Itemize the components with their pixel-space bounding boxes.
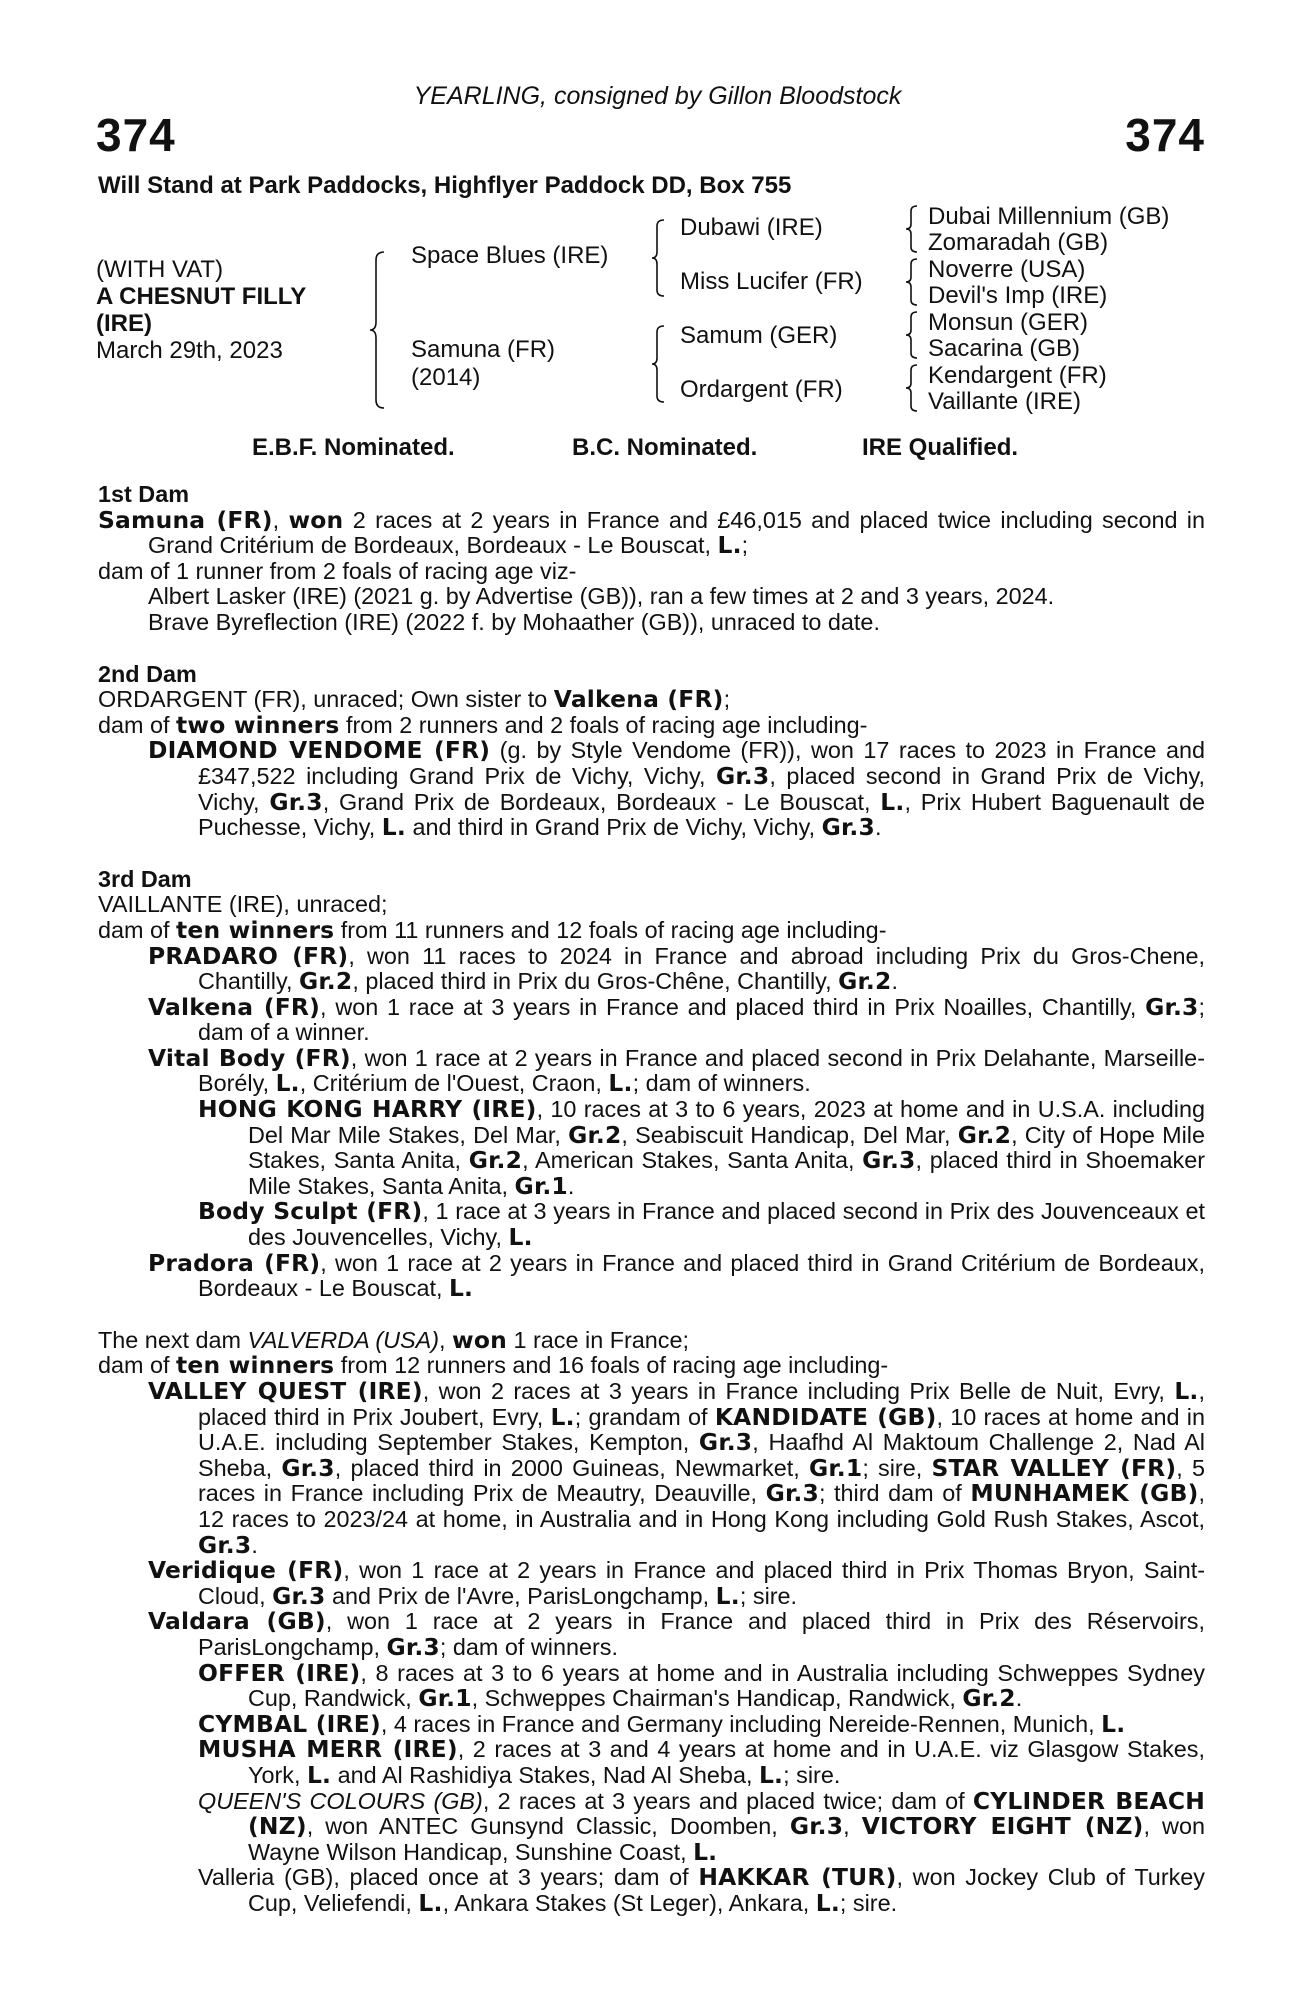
listed-label: L. bbox=[550, 1402, 575, 1431]
text-run: and Al Rashidiya Stakes, Nad Al Sheba, bbox=[331, 1761, 759, 1788]
listed-label: L. bbox=[275, 1069, 300, 1098]
produce-entry bbox=[98, 1558, 1205, 1609]
text-run: ; dam of winners. bbox=[439, 1633, 618, 1660]
listed-label: L. bbox=[880, 787, 905, 816]
next-dam-produce-summary bbox=[98, 1353, 1205, 1379]
great-grandparent-4: Devil's Imp (IRE) bbox=[928, 282, 1108, 309]
sire-sire: Dubawi (IRE) bbox=[680, 214, 823, 241]
listed-label: L. bbox=[448, 1274, 474, 1303]
winners-count: two winners bbox=[176, 710, 340, 739]
dam-foaled-year: (2014) bbox=[411, 364, 481, 391]
text-run: , placed third in Prix du Gros-Chêne, Chantilly, bbox=[352, 968, 839, 995]
listed-label: L. bbox=[381, 813, 406, 842]
produce-entry bbox=[98, 738, 1205, 840]
third-dam-heading: 3rd Dam bbox=[98, 865, 192, 892]
foaling-date: March 29th, 2023 bbox=[96, 337, 283, 364]
lot-number-left: 374 bbox=[96, 109, 176, 161]
text-run: , placed once at 3 years; dam of bbox=[333, 1864, 699, 1891]
text-run: , won 1 race at 3 years in France and placed third in Prix Noailles, Chantilly, bbox=[320, 993, 1146, 1020]
text-run: (g. by Style Vendome (FR)), won 17 races to 2023 in France and £347,522 including Grand Prix de Vichy, Vichy, bbox=[198, 737, 1205, 789]
pedigree-bracket-g1 bbox=[906, 204, 922, 254]
horse-name: Valleria (GB) bbox=[198, 1864, 334, 1891]
grade-label: Gr.2 bbox=[298, 967, 353, 996]
horse-name: OFFER (IRE) bbox=[198, 1658, 361, 1687]
listed-label: L. bbox=[608, 1069, 633, 1098]
horse-name: PRADARO (FR) bbox=[148, 941, 349, 970]
sire-dam: Miss Lucifer (FR) bbox=[680, 268, 863, 295]
grade-label: Gr.2 bbox=[957, 1120, 1012, 1149]
great-grandparent-2: Zomaradah (GB) bbox=[928, 229, 1109, 256]
text-run: , won 1 race at 2 years in France and placed third in Grand Critérium de Bordeaux, Bordeaux - Le Bouscat, bbox=[198, 1249, 1206, 1302]
text-run: , 5 races in France including Prix de Meautry, Deauville, bbox=[198, 1454, 1205, 1507]
listed-label: L. bbox=[715, 1581, 740, 1610]
pedigree-bracket-sire bbox=[652, 218, 670, 298]
produce-entry bbox=[98, 1379, 1205, 1558]
dam-name: VALVERDA (USA) bbox=[247, 1326, 440, 1353]
text-run: dam of bbox=[98, 916, 177, 943]
grade-label: Gr.1 bbox=[514, 1171, 568, 1200]
third-dam-produce-summary bbox=[98, 915, 1205, 944]
horse-name: CYMBAL (IRE) bbox=[198, 1709, 381, 1738]
ebf-nomination: E.B.F. Nominated. bbox=[252, 434, 455, 461]
great-grandparent-8: Vaillante (IRE) bbox=[928, 388, 1081, 415]
text-run: from 12 runners and 16 foals of racing age including- bbox=[334, 1352, 889, 1379]
vat-note: (WITH VAT) bbox=[96, 256, 224, 283]
dam-name: Samuna (FR) bbox=[98, 505, 273, 534]
produce-entry bbox=[98, 1709, 1205, 1738]
text-run: ; sire. bbox=[783, 1761, 841, 1788]
horse-name: Vital Body (FR) bbox=[148, 1043, 351, 1072]
won-label: won bbox=[452, 1325, 507, 1354]
great-grandparent-1: Dubai Millennium (GB) bbox=[928, 203, 1170, 230]
text-run: ; sire. bbox=[739, 1582, 798, 1609]
text-run: , Prix Hubert Baguenault de Puchesse, Vichy, bbox=[198, 788, 1205, 841]
first-dam-heading: 1st Dam bbox=[98, 481, 190, 507]
text-run: , bbox=[843, 1813, 862, 1840]
next-dam-record bbox=[98, 1325, 1205, 1354]
listed-label: L. bbox=[717, 531, 742, 560]
ire-qualification: IRE Qualified. bbox=[862, 434, 1019, 461]
text-run: ; bbox=[723, 686, 731, 713]
text-run: 2 races at 2 years in France and £46,015 and placed twice including second in Grand Critérium de Bordeaux, Bordeaux - Le Bouscat, bbox=[148, 506, 1206, 559]
horse-name: QUEEN'S COLOURS (GB) bbox=[198, 1787, 483, 1814]
text-run: , bbox=[439, 1326, 453, 1353]
text-run: , Schweppes Chairman's Handicap, Randwick, bbox=[471, 1685, 963, 1712]
grade-label: Gr.3 bbox=[386, 1632, 440, 1661]
text-run: ; dam of winners. bbox=[632, 1070, 811, 1097]
text-run: , placed second in Grand Prix de Vichy, Vichy, bbox=[198, 762, 1205, 815]
text-run: , won ANTEC Gunsynd Classic, Doomben, bbox=[306, 1813, 790, 1840]
great-grandparent-7: Kendargent (FR) bbox=[928, 362, 1107, 389]
text-run: from 2 runners and 2 foals of racing age including- bbox=[339, 711, 868, 738]
listed-label: L. bbox=[306, 1760, 332, 1789]
produce-entry bbox=[98, 1199, 1205, 1250]
grade-label: Gr.3 bbox=[698, 1428, 753, 1457]
horse-country: (IRE) bbox=[96, 310, 152, 337]
grade-label: Gr.3 bbox=[862, 1146, 916, 1175]
text-run: , Haafhd Al Maktoum Challenge 2, Nad Al Sheba, bbox=[198, 1429, 1205, 1481]
winners-count: ten winners bbox=[176, 1351, 335, 1380]
horse-name: HONG KONG HARRY (IRE) bbox=[198, 1095, 537, 1124]
grade-label: Gr.3 bbox=[789, 1812, 844, 1841]
listed-label: L. bbox=[1174, 1377, 1199, 1405]
horse-name: MUNHAMEK (GB) bbox=[970, 1479, 1199, 1508]
sire: Space Blues (IRE) bbox=[411, 242, 609, 269]
text-run: , won 11 races to 2024 in France and abroad including Prix du Gros-Chene, Chantilly, bbox=[198, 942, 1205, 995]
horse-name: Pradora (FR) bbox=[148, 1248, 321, 1277]
horse-name: DIAMOND VENDOME (FR) bbox=[148, 736, 491, 765]
horse-name: CYLINDER BEACH (NZ) bbox=[248, 1786, 1205, 1841]
text-run: . bbox=[874, 814, 882, 841]
horse-name: Body Sculpt (FR) bbox=[198, 1197, 423, 1226]
horse-name: VALLEY QUEST (IRE) bbox=[148, 1377, 423, 1405]
pedigree-bracket-g4 bbox=[906, 363, 922, 413]
grade-label: Gr.1 bbox=[418, 1684, 472, 1713]
horse-name: MUSHA MERR (IRE) bbox=[198, 1735, 458, 1764]
text-run: , won Wayne Wilson Handicap, Sunshine Coast, bbox=[248, 1813, 1205, 1865]
horse-name: KANDIDATE (GB) bbox=[714, 1402, 937, 1431]
text-run: , placed third in Prix Joubert, Evry, bbox=[198, 1378, 1206, 1430]
text-run: ; bbox=[741, 532, 749, 559]
text-run: from 11 runners and 12 foals of racing age including- bbox=[334, 916, 887, 943]
text-run: ; grandam of bbox=[574, 1403, 715, 1430]
text-run: , placed third in Shoemaker Mile Stakes, Santa Anita, bbox=[248, 1147, 1205, 1199]
text-run: , 12 races to 2023/24 at home, in Australia and in Hong Kong including Gold Rush Stakes, Ascot, bbox=[198, 1480, 1205, 1532]
produce-entry bbox=[98, 1737, 1205, 1788]
text-run: , Critérium de l'Ouest, Craon, bbox=[299, 1070, 609, 1097]
lot-number-right: 374 bbox=[1125, 109, 1205, 161]
pedigree-bracket-g3 bbox=[906, 310, 922, 360]
text-run: and Prix de l'Avre, ParisLongchamp, bbox=[325, 1582, 716, 1609]
text-run: . bbox=[567, 1172, 575, 1199]
text-run: The next dam bbox=[98, 1326, 248, 1353]
text-run: , City of Hope Mile Stakes, Santa Anita, bbox=[248, 1121, 1205, 1174]
text-run: , won Jockey Club of Turkey Cup, Veliefendi, bbox=[248, 1864, 1206, 1916]
listed-label: L. bbox=[693, 1837, 718, 1866]
produce-entry: Albert Lasker (IRE) (2021 g. by Advertise (GB)), ran a few times at 2 and 3 years, 2024. bbox=[148, 583, 1055, 610]
catalogue-subtitle: YEARLING, consigned by Gillon Bloodstock bbox=[413, 82, 902, 110]
pedigree-bracket-main bbox=[370, 250, 390, 410]
horse-link-name: Valkena (FR) bbox=[553, 685, 724, 714]
text-run: ; sire. bbox=[839, 1889, 898, 1916]
text-run: , 10 races at home and in U.A.E. including September Stakes, Kempton, bbox=[198, 1403, 1205, 1456]
listed-label: L. bbox=[508, 1223, 533, 1252]
grade-label: Gr.3 bbox=[716, 761, 770, 790]
text-run: , 10 races at 3 to 6 years, 2023 at home and in U.S.A. including Del Mar Mile Stakes, Del Mar, bbox=[248, 1096, 1205, 1148]
horse-name: HAKKAR (TUR) bbox=[698, 1863, 897, 1892]
first-dam-produce-summary: dam of 1 runner from 2 foals of racing age viz- bbox=[98, 557, 577, 584]
horse-name: Valdara (GB) bbox=[148, 1607, 326, 1636]
text-run: , won 1 race at 2 years in France and placed second in Prix Delahante, Marseille-Borély, bbox=[198, 1044, 1205, 1097]
produce-entry bbox=[98, 941, 1205, 996]
horse-name: VICTORY EIGHT (NZ) bbox=[861, 1812, 1144, 1841]
grade-label: Gr.2 bbox=[468, 1146, 523, 1175]
great-grandparent-3: Noverre (USA) bbox=[928, 256, 1086, 283]
text-run: dam of bbox=[98, 711, 177, 738]
third-dam-record: VAILLANTE (IRE), unraced; bbox=[98, 891, 388, 918]
listed-label: L. bbox=[1101, 1709, 1126, 1738]
grade-label: Gr.3 bbox=[281, 1453, 335, 1482]
horse-name: Veridique (FR) bbox=[148, 1556, 344, 1585]
grade-label: Gr.3 bbox=[269, 787, 323, 816]
horse-name: A CHESNUT FILLY bbox=[96, 283, 307, 310]
text-run: , Seabiscuit Handicap, Del Mar, bbox=[621, 1121, 958, 1148]
text-run: and third in Grand Prix de Vichy, Vichy, bbox=[405, 814, 822, 841]
text-run: , 2 races at 3 years and placed twice; dam of bbox=[482, 1787, 973, 1814]
grade-label: Gr.3 bbox=[198, 1530, 252, 1559]
text-run: . bbox=[251, 1531, 258, 1558]
great-grandparent-6: Sacarina (GB) bbox=[928, 335, 1081, 362]
produce-entry bbox=[98, 992, 1205, 1046]
text-run: . bbox=[1015, 1685, 1023, 1712]
grade-label: Gr.3 bbox=[821, 813, 875, 842]
first-dam-record: Samuna (FR), won 2 races at 2 years in France and £46,015 and placed twice including second in Grand Critérium de Bordeaux, Bordeaux - Le Bouscat, L.; bbox=[98, 505, 1206, 560]
second-dam-record bbox=[98, 687, 1205, 713]
dam: Samuna (FR) bbox=[411, 336, 556, 363]
pedigree-bracket-g2 bbox=[906, 257, 922, 307]
text-run: ; third dam of bbox=[818, 1480, 971, 1507]
grade-label: Gr.1 bbox=[808, 1453, 863, 1482]
listed-label: L. bbox=[758, 1760, 784, 1789]
text-run: dam of bbox=[98, 1352, 177, 1379]
produce-entry: Brave Byreflection (IRE) (2022 f. by Mohaather (GB)), unraced to date. bbox=[148, 608, 880, 635]
text-run: , won 2 races at 3 years in France including Prix Belle de Nuit, Evry, bbox=[422, 1378, 1175, 1404]
great-grandparent-5: Monsun (GER) bbox=[928, 309, 1089, 336]
text-run: , Grand Prix de Bordeaux, Bordeaux - Le Bouscat, bbox=[322, 788, 881, 815]
grade-label: Gr.2 bbox=[962, 1684, 1016, 1713]
produce-entry bbox=[98, 1097, 1205, 1199]
grade-label: Gr.3 bbox=[272, 1581, 326, 1610]
winners-count: ten winners bbox=[176, 915, 335, 944]
dam-dam: Ordargent (FR) bbox=[680, 376, 843, 403]
grade-label: Gr.3 bbox=[1145, 992, 1199, 1021]
bc-nomination: B.C. Nominated. bbox=[572, 434, 758, 461]
text-run: , Ankara Stakes (St Leger), Ankara, bbox=[442, 1889, 816, 1916]
text-run: , placed third in 2000 Guineas, Newmarket, bbox=[334, 1454, 809, 1481]
listed-label: L. bbox=[418, 1888, 443, 1917]
pedigree-notes bbox=[98, 482, 1205, 1916]
horse-name: STAR VALLEY (FR) bbox=[931, 1453, 1177, 1482]
text-run: , American Stakes, Santa Anita, bbox=[522, 1147, 863, 1174]
text-run: ; dam of a winner. bbox=[198, 993, 1205, 1046]
grade-label: Gr.3 bbox=[765, 1479, 819, 1508]
text-run: , 2 races at 3 and 4 years at home and in U.A.E. viz Glasgow Stakes, York, bbox=[248, 1736, 1205, 1788]
stabling-location: Will Stand at Park Paddocks, Highflyer Paddock DD, Box 755 bbox=[98, 172, 792, 199]
produce-entry bbox=[98, 1658, 1206, 1713]
second-dam-produce-summary bbox=[98, 710, 1205, 739]
text-run: ORDARGENT (FR), unraced; Own sister to bbox=[98, 686, 554, 713]
text-run: , won 1 race at 2 years in France and placed third in Prix Thomas Bryon, Saint-Cloud, bbox=[198, 1557, 1205, 1609]
horse-name: Valkena (FR) bbox=[148, 992, 321, 1021]
produce-entry bbox=[98, 1043, 1205, 1098]
listed-label: L. bbox=[815, 1888, 840, 1917]
text-run: , 8 races at 3 to 6 years at home and in Australia including Schweppes Sydney Cup, Randwick, bbox=[248, 1659, 1206, 1712]
text-run: , won 1 race at 2 years in France and placed third in Prix des Réservoirs, ParisLongchamp, bbox=[198, 1608, 1205, 1660]
produce-entry bbox=[98, 1786, 1205, 1866]
dam-sire: Samum (GER) bbox=[680, 322, 838, 349]
produce-entry bbox=[98, 1248, 1206, 1303]
text-run: , 1 race at 3 years in France and placed second in Prix des Jouvenceaux et des Jouvencelles, Vichy, bbox=[248, 1198, 1205, 1251]
grade-label: Gr.2 bbox=[568, 1120, 622, 1149]
won-label: won bbox=[288, 505, 344, 534]
produce-entry bbox=[98, 1609, 1205, 1660]
text-run: 1 race in France; bbox=[506, 1326, 689, 1353]
second-dam-heading: 2nd Dam bbox=[98, 660, 197, 687]
produce-entry bbox=[98, 1865, 1205, 1916]
text-run: ; sire, bbox=[862, 1454, 932, 1481]
pedigree-bracket-dam bbox=[652, 324, 670, 404]
grade-label: Gr.2 bbox=[838, 967, 892, 996]
text-run: . bbox=[891, 968, 898, 995]
text-run: , 4 races in France and Germany including Nereide-Rennen, Munich, bbox=[380, 1710, 1102, 1737]
